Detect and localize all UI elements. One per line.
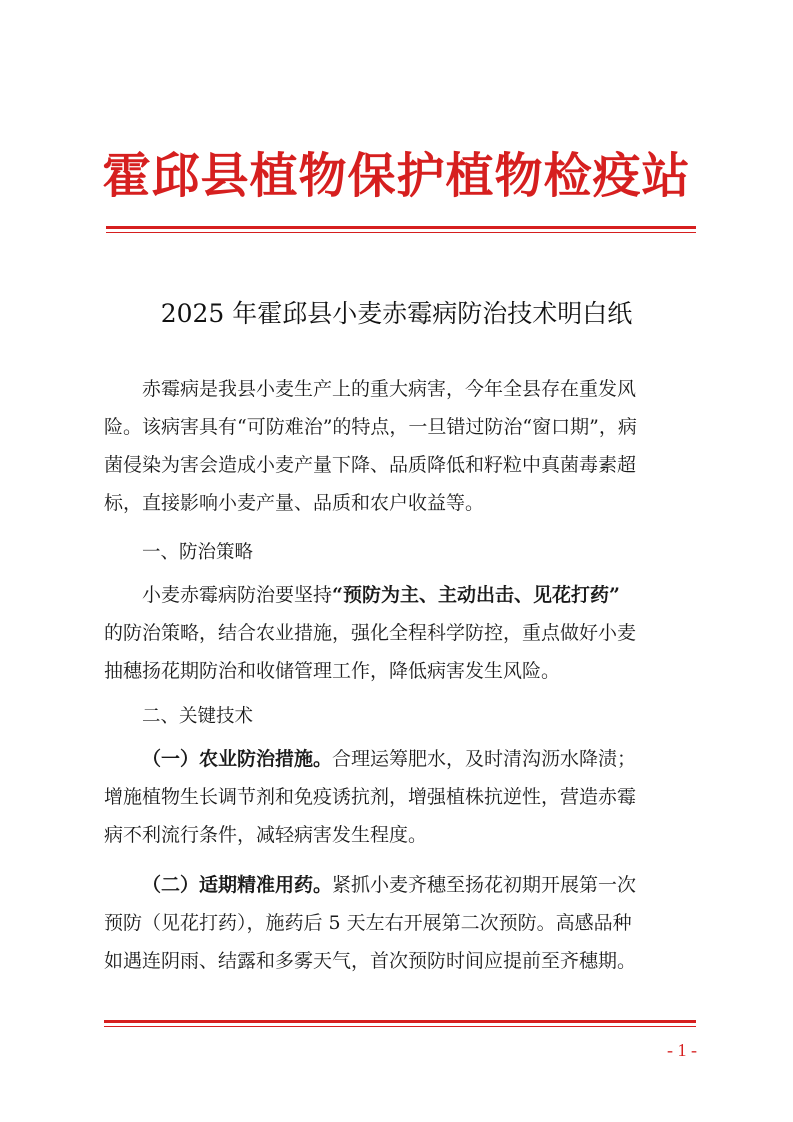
precise-spraying-line: 预防（见花打药），施药后 5 天左右开展第二次预防。高感品种 bbox=[104, 912, 632, 934]
precise-spraying-line: 如遇连阴雨、结露和多雾天气，首次预防时间应提前至齐穗期。 bbox=[104, 950, 637, 972]
page-number: - 1 - bbox=[667, 1040, 697, 1060]
footer-divider-thin bbox=[104, 1026, 696, 1027]
agri-measures-heading: （一）农业防治措施。 bbox=[142, 748, 333, 770]
agri-measures-text: 合理运筹肥水，及时清沟沥水降渍； bbox=[332, 748, 637, 770]
strategy-line: 的防治策略，结合农业措施，强化全程科学防控，重点做好小麦 bbox=[104, 622, 637, 644]
strategy-line bbox=[104, 576, 696, 614]
section-heading-strategy-wrap bbox=[104, 534, 696, 572]
strategy-line: 抽穗扬花期防治和收储管理工作，降低病害发生风险。 bbox=[104, 660, 561, 682]
intro-line: 险。该病害具有“可防难治”的特点，一旦错过防治“窗口期”，病 bbox=[104, 416, 637, 438]
strategy-paragraph bbox=[104, 576, 696, 690]
precise-spraying-paragraph bbox=[104, 866, 696, 980]
section-heading-techniques: 二、关键技术 bbox=[142, 706, 254, 727]
intro-line: 赤霉病是我县小麦生产上的重大病害，今年全县存在重发风 bbox=[142, 378, 637, 400]
strategy-line-prefix: 小麦赤霉病防治要坚持 bbox=[142, 584, 333, 606]
intro-line: 菌侵染为害会造成小麦产量下降、品质降低和籽粒中真菌毒素超 bbox=[104, 454, 637, 476]
header-divider-thick bbox=[106, 226, 696, 229]
intro-line: 标，直接影响小麦产量、品质和农户收益等。 bbox=[104, 492, 485, 514]
agri-measures-line: 病不利流行条件，减轻病害发生程度。 bbox=[104, 824, 428, 846]
document-title: 2025 年霍邱县小麦赤霉病防治技术明白纸 bbox=[160, 299, 633, 328]
agri-measures-line: 增施植物生长调节剂和免疫诱抗剂，增强植株抗逆性，营造赤霉 bbox=[104, 786, 637, 808]
organization-title: 霍邱县植物保护植物检疫站 bbox=[102, 148, 691, 204]
section-heading-strategy: 一、防治策略 bbox=[142, 542, 254, 563]
precise-spraying-line bbox=[104, 866, 696, 904]
agri-measures-line bbox=[104, 740, 696, 778]
intro-paragraph bbox=[104, 370, 696, 522]
header-divider-thin bbox=[106, 232, 696, 233]
precise-spraying-heading: （二）适期精准用药。 bbox=[142, 874, 333, 896]
strategy-motto: “预防为主、主动出击、见花打药” bbox=[332, 584, 620, 606]
agri-measures-paragraph bbox=[104, 740, 696, 854]
section-heading-techniques-wrap bbox=[104, 698, 696, 736]
precise-spraying-text: 紧抓小麦齐穗至扬花初期开展第一次 bbox=[332, 874, 637, 896]
footer-divider-thick bbox=[104, 1020, 696, 1023]
